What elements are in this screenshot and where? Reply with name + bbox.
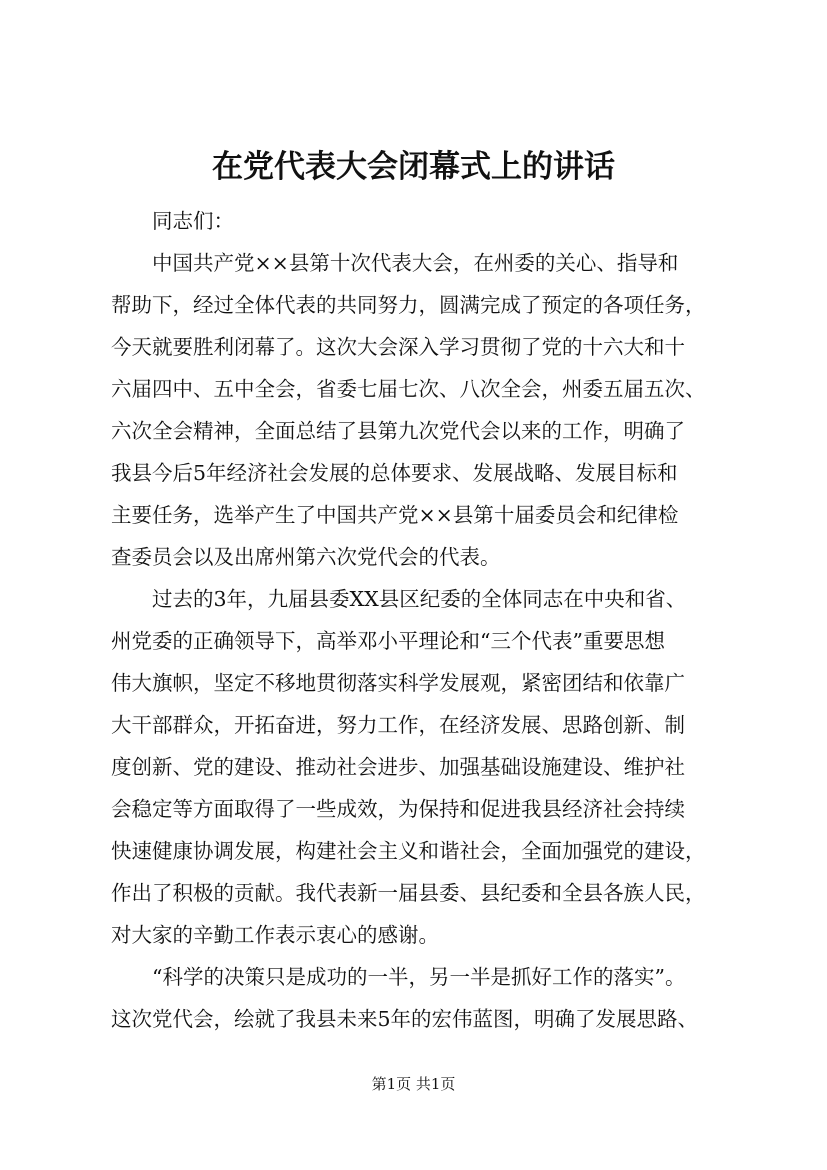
text-line: 州党委的正确领导下，高举邓小平理论和“三个代表”重要思想 — [111, 629, 665, 653]
document-title: 在党代表大会闭幕式上的讲话 — [212, 149, 615, 185]
document-body — [111, 200, 723, 1040]
text-line: 伟大旗帜，坚定不移地贯彻落实科学发展观，紧密团结和依靠广 — [111, 671, 685, 695]
text-line: 帮助下，经过全体代表的共同努力，圆满完成了预定的各项任务， — [111, 293, 706, 317]
text-line: 六次全会精神，全面总结了县第九次党代会以来的工作，明确了 — [111, 419, 685, 443]
text-line: 度创新、党的建设、推动社会进步、加强基础设施建设、维护社 — [111, 755, 685, 779]
text-line: 过去的3年，九届县委XX县区纪委的全体同志在中央和省、 — [152, 587, 687, 611]
text-line: 今天就要胜利闭幕了。这次大会深入学习贯彻了党的十六大和十 — [111, 335, 685, 359]
text-line: 六届四中、五中全会，省委七届七次、八次全会，州委五届五次、 — [111, 377, 706, 401]
text-line: 快速健康协调发展，构建社会主义和谐社会，全面加强党的建设， — [111, 839, 706, 863]
salutation: 同志们： — [152, 209, 234, 233]
text-line: 对大家的辛勤工作表示衷心的感谢。 — [111, 923, 439, 947]
text-line: 大干部群众，开拓奋进，努力工作，在经济发展、思路创新、制 — [111, 713, 685, 737]
paragraph-1 — [111, 242, 723, 578]
text-line: 会稳定等方面取得了一些成效，为保持和促进我县经济社会持续 — [111, 797, 685, 821]
paragraph-3 — [111, 956, 723, 1040]
paragraph-2 — [111, 578, 723, 956]
text-line: 查委员会以及出席州第六次党代会的代表。 — [111, 545, 501, 569]
text-line: 主要任务，选举产生了中国共产党××县第十届委员会和纪律检 — [111, 503, 679, 527]
text-line: 作出了积极的贡献。我代表新一届县委、县纪委和全县各族人民， — [111, 881, 706, 905]
text-line: “科学的决策只是成功的一半，另一半是抓好工作的落实”。 — [152, 965, 686, 989]
text-line: 我县今后5年经济社会发展的总体要求、发展战略、发展目标和 — [111, 461, 678, 485]
text-line: 这次党代会，绘就了我县未来5年的宏伟蓝图，明确了发展思路、 — [111, 1007, 699, 1031]
page-footer: 第1页 共1页 — [371, 1075, 456, 1093]
text-line: 中国共产党××县第十次代表大会，在州委的关心、指导和 — [152, 251, 679, 275]
